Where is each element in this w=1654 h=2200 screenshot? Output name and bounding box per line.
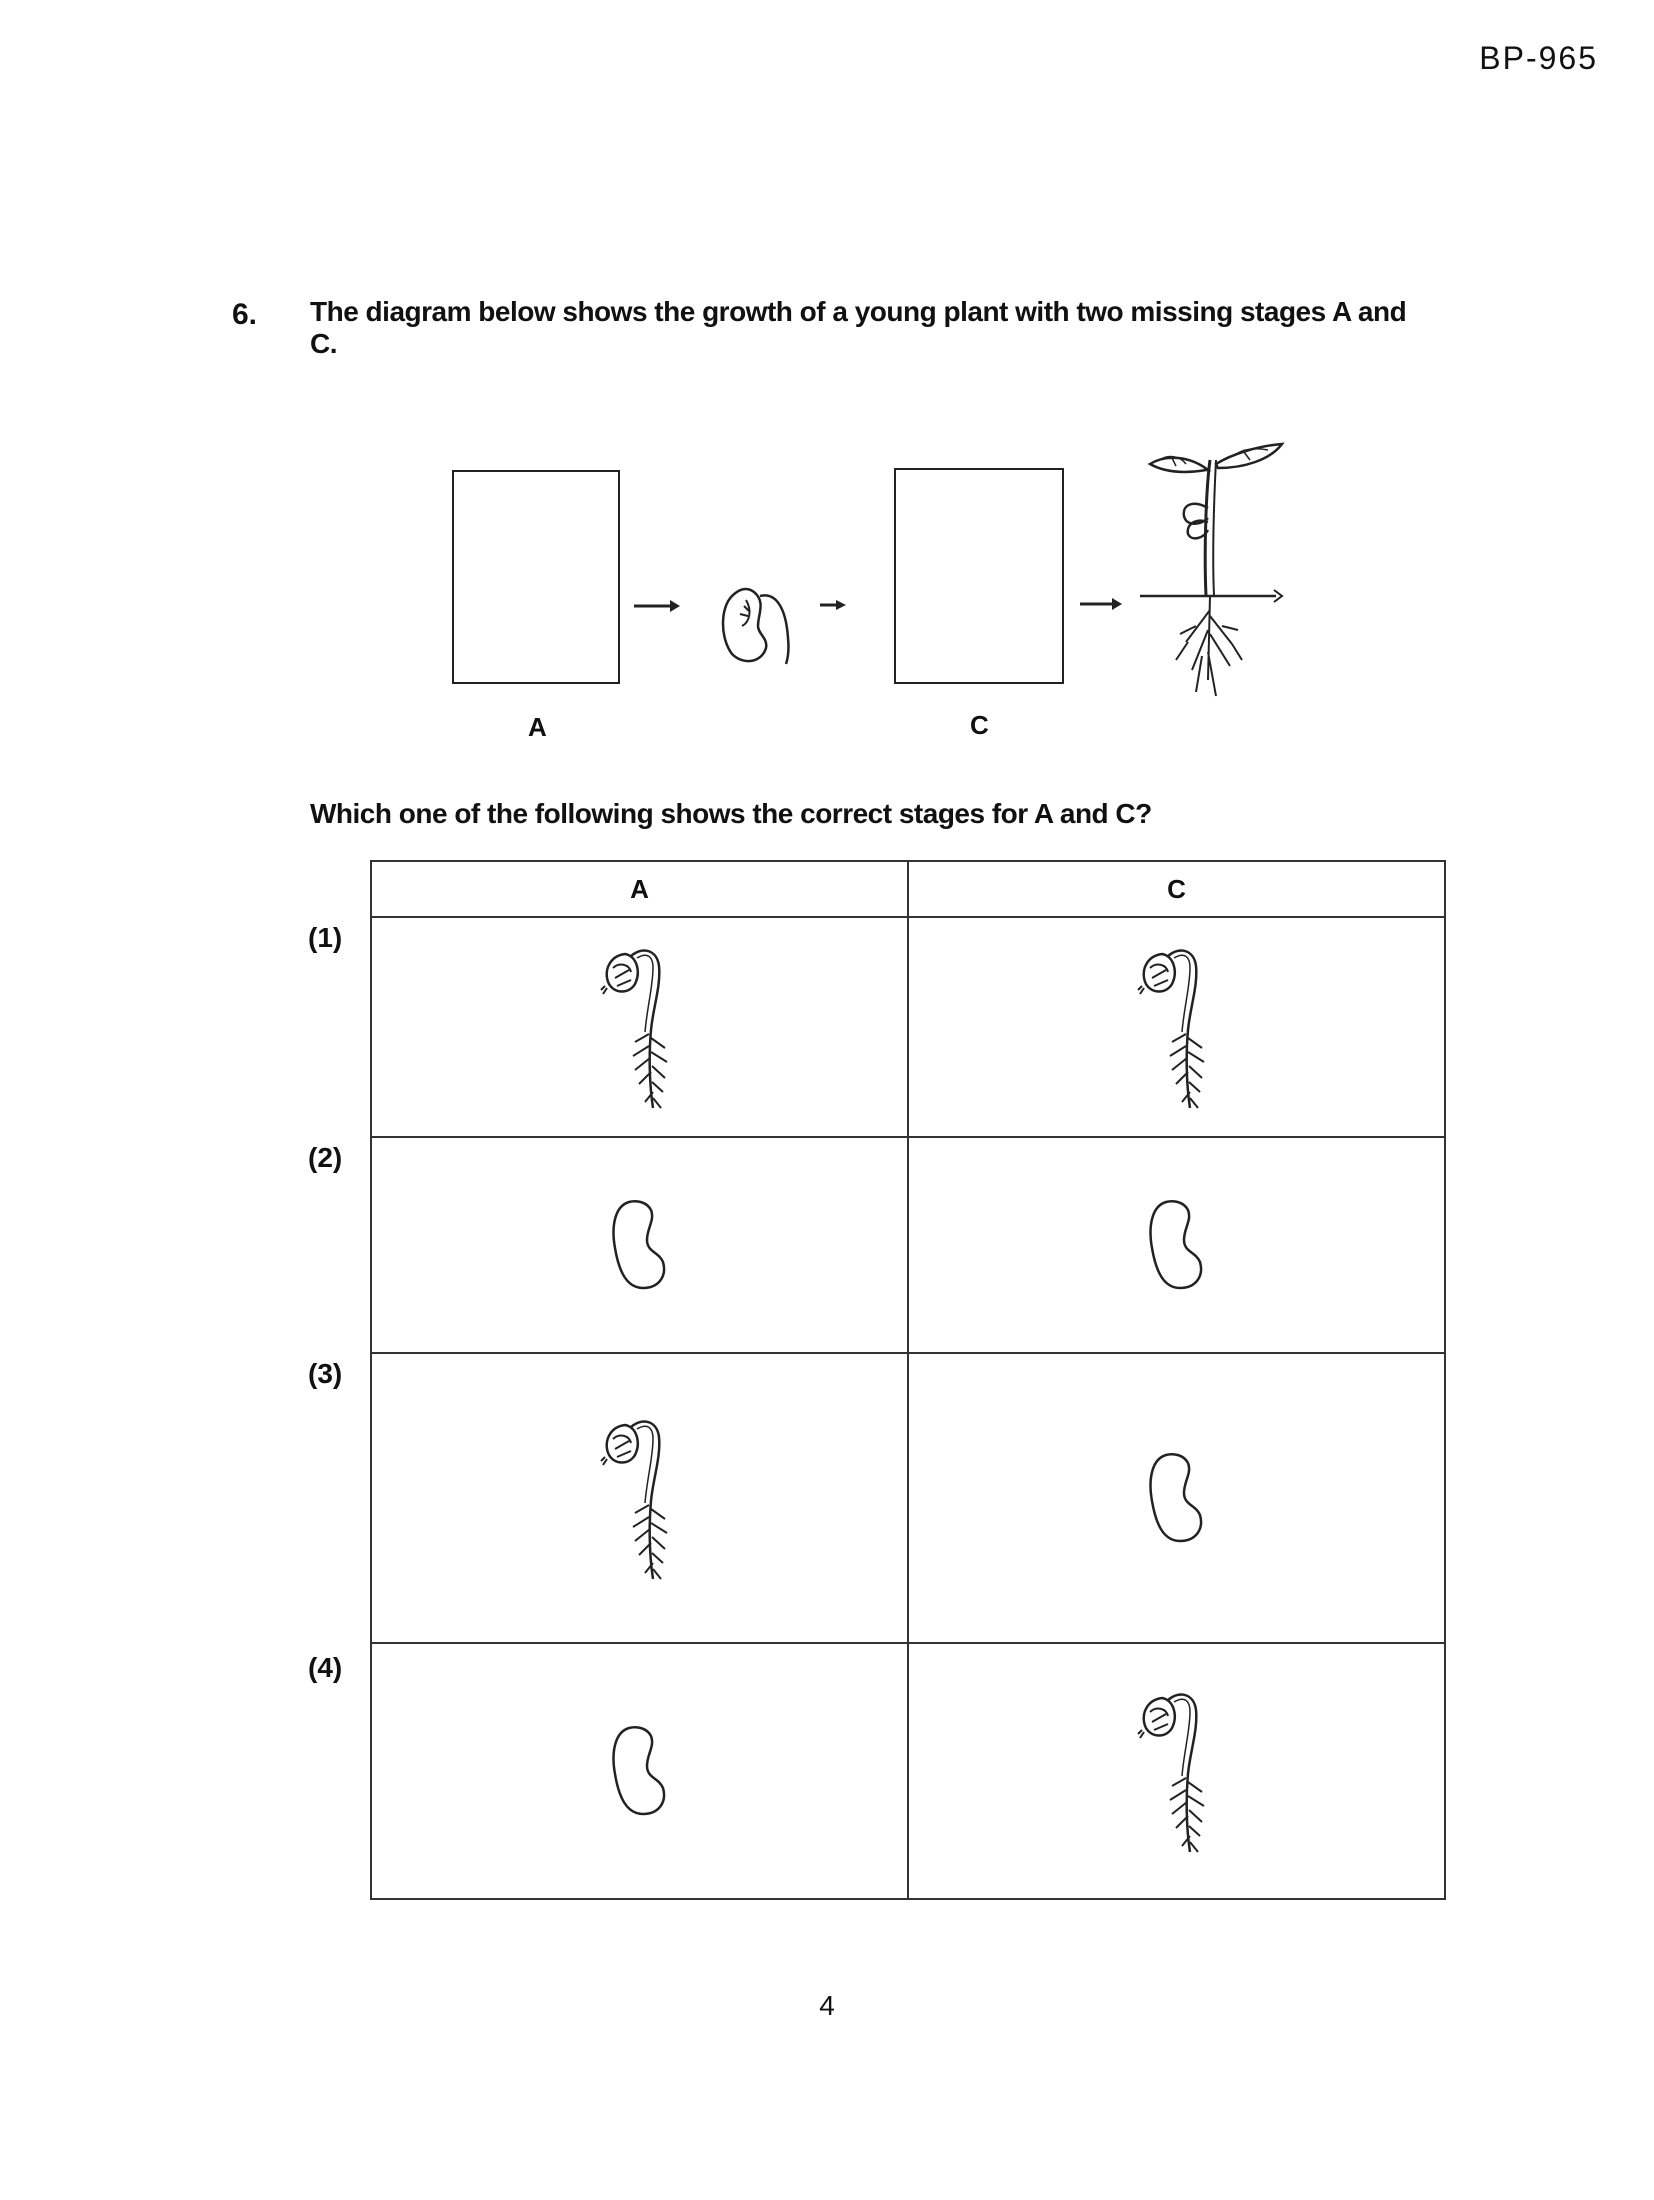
option-label: (3) <box>308 1358 343 1389</box>
option-3-c-cell <box>908 1353 1445 1643</box>
answer-options-table <box>370 860 1446 1900</box>
column-header-a: A <box>371 861 908 917</box>
seedling-image <box>909 942 1444 1112</box>
question-prompt: Which one of the following shows the correct stages for A and C? <box>310 798 1152 829</box>
stage-c-box <box>894 468 1064 684</box>
table-row <box>371 1137 1445 1353</box>
arrow-icon <box>818 598 848 612</box>
table-row <box>371 1353 1445 1643</box>
seed-image <box>909 1196 1444 1294</box>
option-label: (2) <box>308 1142 343 1173</box>
option-3-a-cell <box>371 1353 908 1643</box>
question-text: The diagram below shows the growth of a young plant with two missing stages A and C. <box>310 296 1407 359</box>
table-row <box>371 917 1445 1137</box>
option-4-a-cell <box>371 1643 908 1899</box>
column-header-c: C <box>908 861 1445 917</box>
seed-image <box>372 1196 907 1294</box>
option-4-c-cell <box>908 1643 1445 1899</box>
question-number: 6. <box>232 298 258 331</box>
option-label: (4) <box>308 1652 343 1683</box>
seed-image <box>372 1722 907 1820</box>
arrow-icon <box>1078 596 1124 612</box>
arrow-icon <box>632 598 682 614</box>
option-1-c-cell <box>908 917 1445 1137</box>
germinating-seed-image <box>710 576 800 668</box>
document-code: BP-965 <box>1479 40 1598 76</box>
option-label: (1) <box>308 922 343 953</box>
option-2-a-cell <box>371 1137 908 1353</box>
table-row <box>371 1643 1445 1899</box>
stage-a-label: A <box>528 712 547 742</box>
stage-c-label: C <box>970 710 989 740</box>
page-number: 4 <box>819 1990 835 2021</box>
young-plant-image <box>1136 430 1296 708</box>
stage-a-box <box>452 470 620 684</box>
table-header-row <box>371 861 1445 917</box>
seed-image <box>909 1449 1444 1547</box>
seedling-image <box>372 1413 907 1583</box>
option-2-c-cell <box>908 1137 1445 1353</box>
seedling-image <box>372 942 907 1112</box>
option-1-a-cell <box>371 917 908 1137</box>
seedling-image <box>909 1686 1444 1856</box>
